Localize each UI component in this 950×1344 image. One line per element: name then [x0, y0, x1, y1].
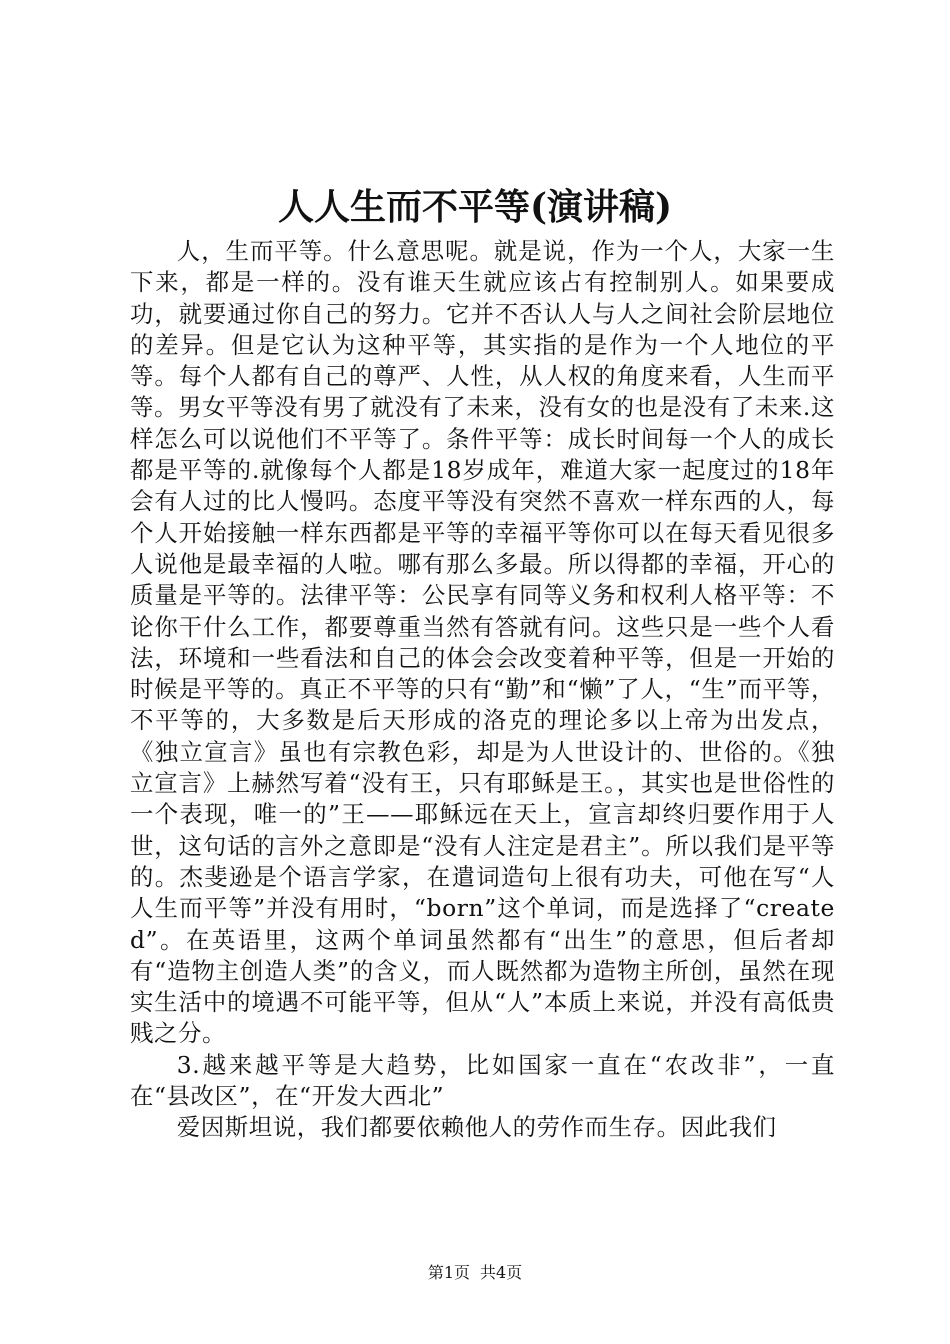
- document-body: [130, 236, 835, 1144]
- page-number: 第1页: [427, 1263, 470, 1282]
- page-footer: [0, 1263, 950, 1283]
- document-title: 人人生而不平等(演讲稿): [277, 186, 673, 228]
- paragraph-2: 3.越来越平等是大趋势，比如国家一直在“农改非”，一直在“县改区”，在“开发大西北”: [130, 1050, 835, 1111]
- paragraph-1: 人，生而平等。什么意思呢。就是说，作为一个人，大家一生下来，都是一样的。没有谁天生就应该占有控制别人。如果要成功，就要通过你自己的努力。它并不否认人与人之间社会阶层地位的差异。但是它认为这种平等，其实指的是作为一个人地位的平等。每个人都有自己的尊严、人性，从人权的角度来看，人生而平等。男女平等没有男了就没有了未来，没有女的也是没有了未来.这样怎么可以说他们不平等了。条件平等：成长时间每一个人的成长都是平等的.就像每个人都是18岁成年，难道大家一起度过的18年会有人过的比人慢吗。态度平等没有突然不喜欢一样东西的人，每个人开始接触一样东西都是平等的幸福平等你可以在每天看见很多人说他是最幸福的人啦。哪有那么多最。所以得都的幸福，开心的质量是平等的。法律平等：公民享有同等义务和权利人格平等：不论你干什么工作，都要尊重当然有答就有问。这些只是一些个人看法，环境和一些看法和自己的体会会改变着种平等，但是一开始的时候是平等的。真正不平等的只有“勤”和“懒”了人，“生”而平等，不平等的，大多数是后天形成的洛克的理论多以上帝为出发点，《独立宣言》虽也有宗教色彩，却是为人世设计的、世俗的。《独立宣言》上赫然写着“没有王，只有耶稣是王。，其实也是世俗性的一个表现，唯一的”王——耶稣远在天上，宣言却终归要作用于人世，这句话的言外之意即是“没有人注定是君主”。所以我们是平等的。杰斐逊是个语言学家，在遣词造句上很有功夫，可他在写“人人生而平等”并没有用时，“born”这个单词，而是选择了“created”。在英语里，这两个单词虽然都有“出生”的意思，但后者却有“造物主创造人类”的含义，而人既然都为造物主所创，虽然在现实生活中的境遇不可能平等，但从“人”本质上来说，并没有高低贵贱之分。: [130, 237, 835, 1048]
- page-total: 共4页: [480, 1263, 523, 1282]
- paragraph-3: 爱因斯坦说，我们都要依赖他人的劳作而生存。因此我们: [176, 1113, 777, 1142]
